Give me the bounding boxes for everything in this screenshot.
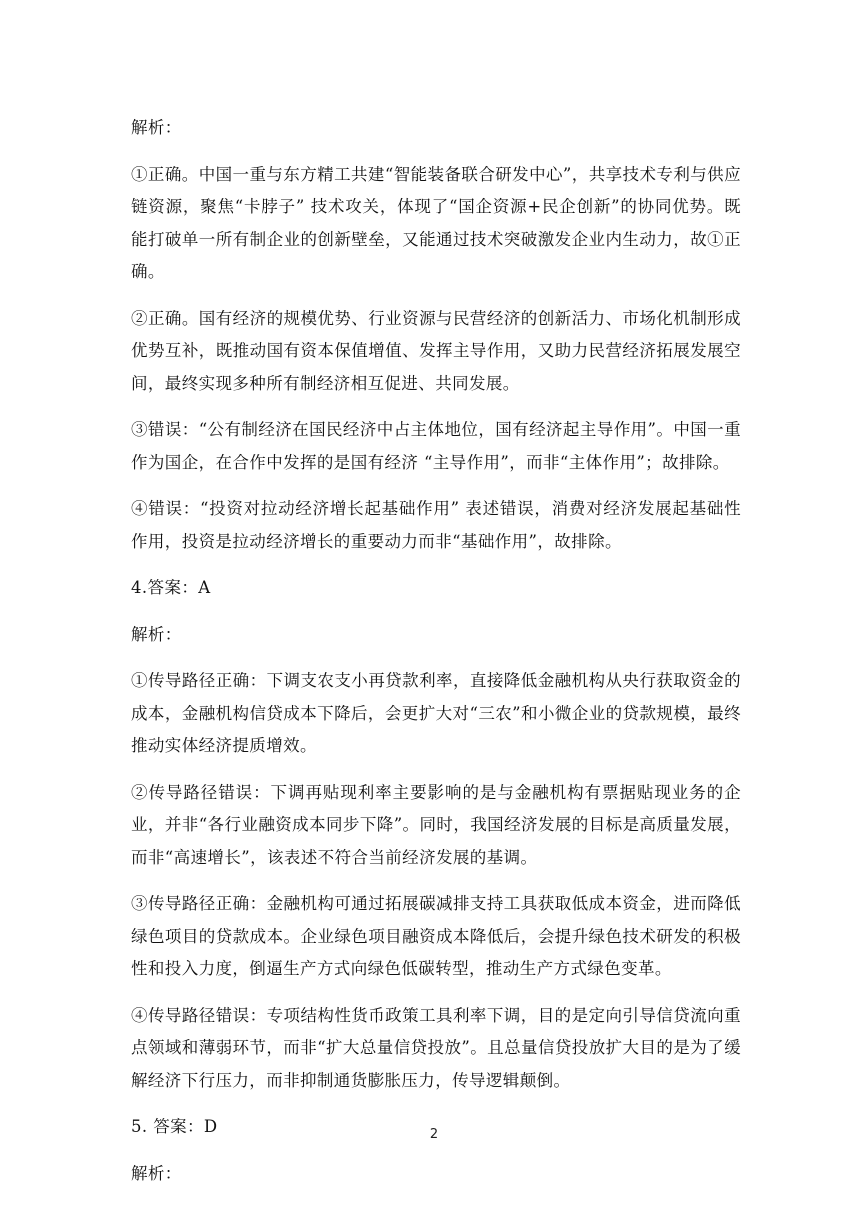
page-body — [131, 112, 741, 1204]
analysis-heading: 解析： — [131, 624, 182, 644]
analysis-item-3: ③传导路径正确：金融机构可通过拓展碳减排支持工具获取低成本资金，进而降低绿色项目的贷款成本。企业绿色项目融资成本降低后，会提升绿色技术研发的积极性和投入力度，倒逼生产方式向绿色低碳转型，推动生产方式绿色变革。 — [131, 894, 741, 978]
analysis-heading: 解析： — [131, 1163, 182, 1183]
answer-5: 5. 答案：D — [131, 1117, 218, 1136]
analysis-item-1: ①传导路径正确：下调支农支小再贷款利率，直接降低金融机构从央行获取资金的成本，金融机构信贷成本下降后，会更扩大对“三农”和小微企业的贷款规模，最终推动实体经济提质增效。 — [131, 671, 741, 755]
page-number: 2 — [429, 1127, 439, 1142]
answer-4: 4.答案：A — [131, 578, 211, 597]
analysis-item-2: ②传导路径错误：下调再贴现利率主要影响的是与金融机构有票据贴现业务的企业，并非“各行业融资成本同步下降”。同时，我国经济发展的目标是高质量发展，而非“高速增长”，该表述不符合当前经济发展的基调。 — [131, 782, 741, 867]
analysis-item-3: ③错误：“公有制经济在国民经济中占主体地位，国有经济起主导作用”。中国一重作为国企，在合作中发挥的是国有经济 “主导作用”，而非“主体作用”；故排除。 — [131, 420, 741, 472]
analysis-item-1: ①正确。中国一重与东方精工共建“智能装备联合研发中心”，共享技术专利与供应链资源，聚焦“卡脖子” 技术攻关，体现了“国企资源+民企创新”的协同优势。既能打破单一所有制企业的创新壁垒，又能通过技术突破激发企业内生动力，故①正确。 — [131, 164, 741, 281]
analysis-item-4: ④传导路径错误：专项结构性货币政策工具利率下调，目的是定向引导信贷流向重点领域和薄弱环节，而非“扩大总量信贷投放”。且总量信贷投放扩大目的是为了缓解经济下行压力，而非抑制通货膨胀压力，传导逻辑颠倒。 — [131, 1005, 741, 1090]
analysis-item-2: ②正确。国有经济的规模优势、行业资源与民营经济的创新活力、市场化机制形成优势互补，既推动国有资本保值增值、发挥主导作用，又助力民营经济拓展发展空间，最终实现多种所有制经济相互促进、共同发展。 — [131, 308, 741, 393]
analysis-item-4: ④错误：“投资对拉动经济增长起基础作用” 表述错误，消费对经济发展起基础性作用，投资是拉动经济增长的重要动力而非“基础作用”，故排除。 — [131, 499, 741, 551]
analysis-heading: 解析： — [131, 118, 182, 137]
